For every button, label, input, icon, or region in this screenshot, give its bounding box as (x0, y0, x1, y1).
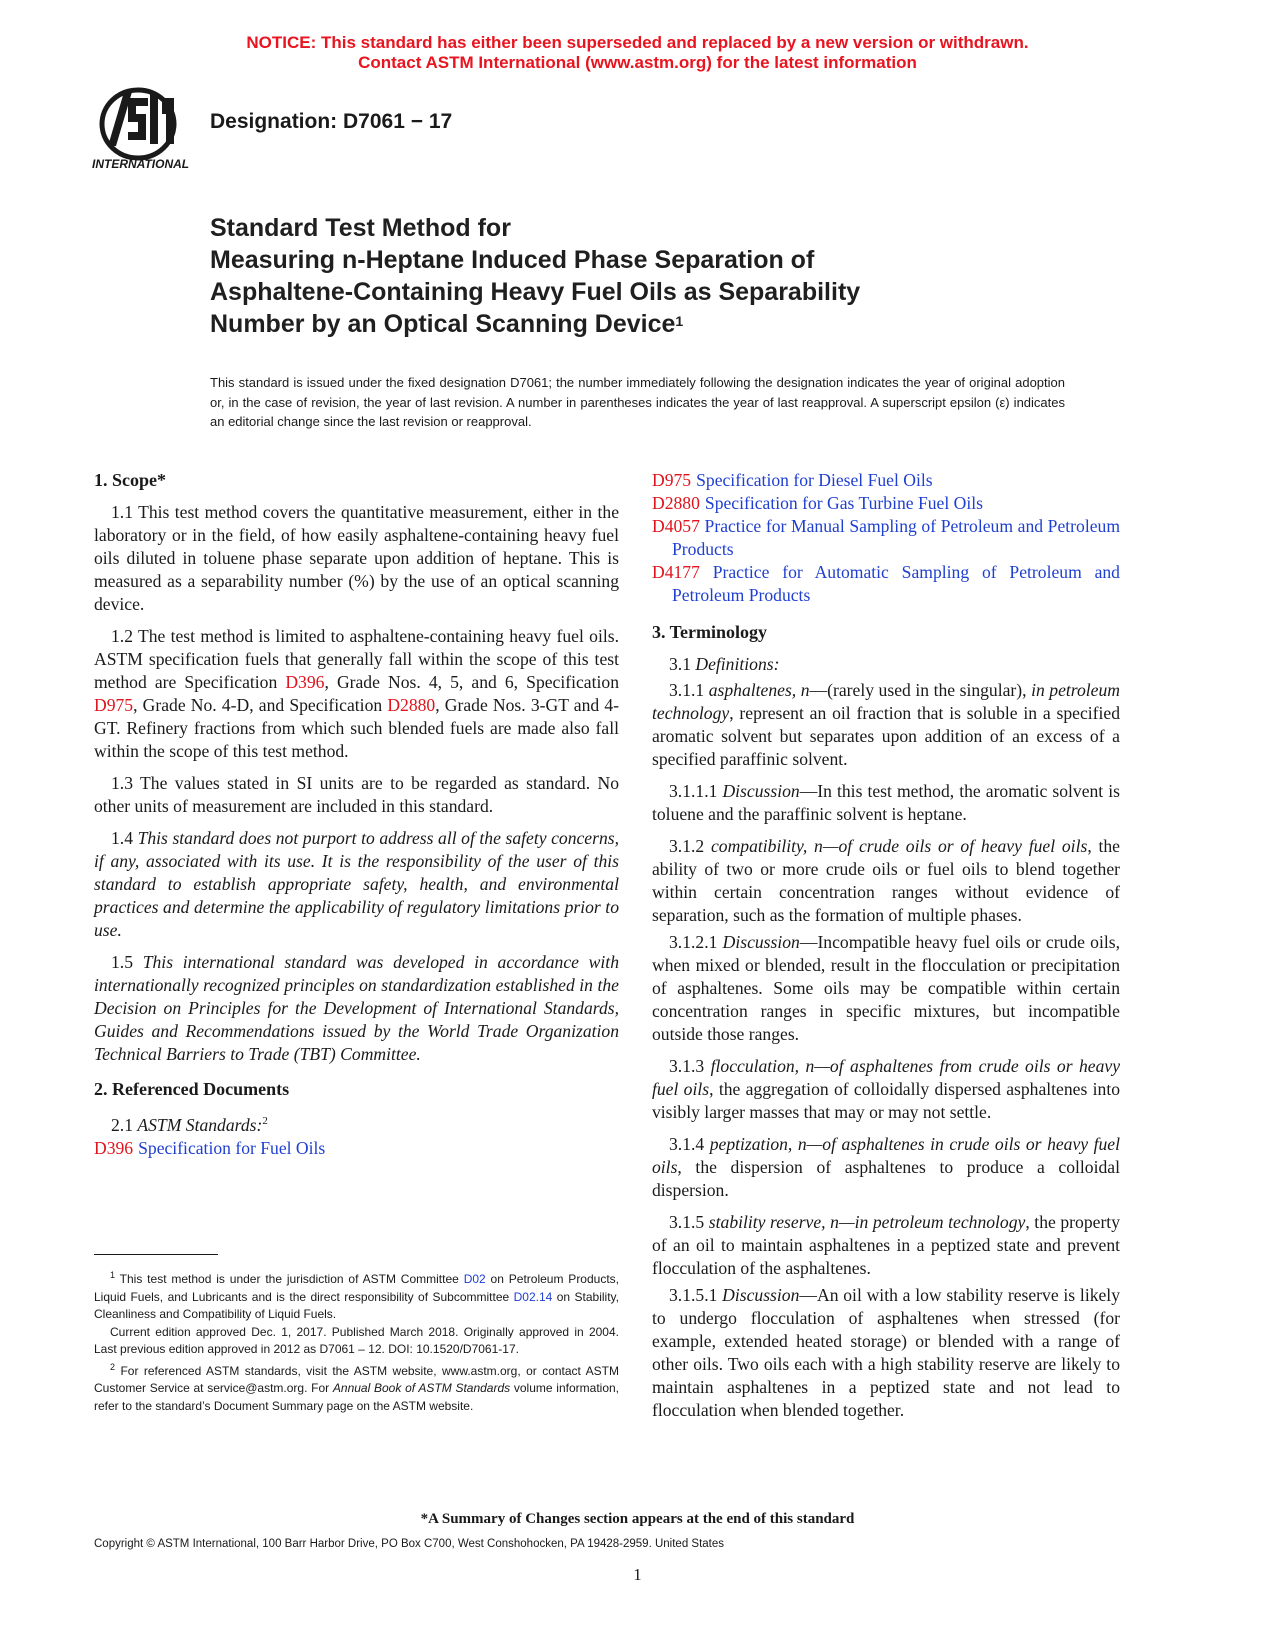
para-1-5-num: 1.5 (111, 952, 143, 972)
page-number: 1 (633, 1565, 642, 1584)
text: —In this test method, the aromatic solvent is toluene and the paraffinic solvent is heptane. (652, 781, 1120, 824)
title-line-4 (210, 308, 1110, 340)
para-3-1-5-1 (652, 1284, 1120, 1422)
term: compatibility, n—of crude oils or of heavy fuel oils (710, 836, 1088, 856)
para-3-1-3 (652, 1055, 1120, 1124)
ref-code[interactable]: D396 (94, 1137, 134, 1158)
term: stability reserve, n—in petroleum technology (708, 1212, 1026, 1232)
text: , the property of an oil to maintain asphaltenes in a peptized state and prevent flocculation of the asphaltenes. (652, 1212, 1120, 1278)
link-d2880[interactable]: D2880 (387, 695, 436, 715)
term: asphaltenes, n (708, 680, 810, 700)
summary-of-changes-note: *A Summary of Changes section appears at the end of this standard (420, 1511, 855, 1527)
para-1-2-text-d: , Grade Nos. 3-GT and 4-GT. Refinery fractions from which such blended fuels are made also fall within the scope of this test method. (94, 695, 620, 761)
para-3-1-1 (652, 679, 1120, 771)
para-1-5 (94, 951, 619, 1066)
terminology-heading: 3. Terminology (652, 622, 768, 642)
para-3-1-2 (652, 835, 1120, 927)
link-d396[interactable]: D396 (285, 672, 325, 692)
para-1-4 (94, 827, 619, 942)
num: 3.1.5.1 (669, 1285, 723, 1305)
text: , the dispersion of asphaltenes to produce a colloidal dispersion. (652, 1157, 1120, 1200)
ref-desc[interactable]: Practice for Manual Sampling of Petroleum and Petroleum Products (672, 516, 1120, 559)
text: This test method is under the jurisdiction of ASTM Committee (115, 1272, 464, 1286)
num: 3.1.1.1 (669, 781, 723, 801)
title-line-1: Standard Test Method for (210, 214, 511, 242)
book-title: Annual Book of ASTM Standards (332, 1381, 511, 1395)
term: flocculation, n—of asphaltenes from crude oils or heavy fuel oils (652, 1056, 1120, 1099)
link-d02[interactable]: D02 (463, 1272, 486, 1286)
ref-desc[interactable]: Specification for Diesel Fuel Oils (696, 470, 933, 490)
para-3-1-1-1 (652, 780, 1120, 826)
text: , represent an oil fraction that is soluble in a specified aromatic solvent but separates upon addition of an excess of a specified paraffinic solvent. (652, 703, 1120, 769)
ref-code[interactable]: D2880 (652, 493, 700, 513)
astm-logo (88, 84, 198, 174)
footnotes (94, 1267, 619, 1415)
ref-code[interactable]: D4057 (652, 516, 700, 536)
notice-line-2: Contact ASTM International (www.astm.org) for the latest information (358, 53, 917, 72)
notice-line-1: NOTICE: This standard has either been superseded and replaced by a new version or withdrawn. (246, 33, 1029, 52)
para-1-4-num: 1.4 (111, 828, 138, 848)
num: 3.1.5 (669, 1212, 709, 1232)
footnote-divider (94, 1254, 218, 1255)
discussion-label: Discussion (722, 1285, 800, 1305)
num: 3.1.2 (669, 836, 711, 856)
footnote-2 (94, 1359, 619, 1416)
link-d02-14[interactable]: D02.14 (513, 1289, 553, 1304)
para-2-1 (94, 1110, 619, 1137)
para-3-1-num: 3.1 (669, 654, 696, 674)
reference-d2880[interactable] (652, 492, 1120, 515)
reference-d4177[interactable] (652, 561, 1120, 607)
para-2-1-text: ASTM Standards: (137, 1114, 263, 1135)
notice-banner (0, 33, 1275, 73)
text: —An oil with a low stability reserve is likely to undergo flocculation of asphaltenes when stressed (for example, extended heated storage) or blended with a range of other oils. Two oils each with a high stability reserve are likely to maintain asphaltenes in a peptized state and not lead to flocculation when blended together. (652, 1285, 1120, 1420)
copyright: Copyright © ASTM International, 100 Barr Harbor Drive, PO Box C700, West Conshohocken, PA 19428-2959. United States (94, 1538, 725, 1550)
para-1-3: 1.3 The values stated in SI units are to be regarded as standard. No other units of measurement are included in this standard. (94, 773, 619, 816)
num: 3.1.1 (669, 680, 709, 700)
text: —Incompatible heavy fuel oils or crude oils, when mixed or blended, result in the flocculation or precipitation of asphaltenes. Some oils may be compatible within certain concentration ranges in specific mixtures, but incompatible outside those ranges. (652, 932, 1121, 1044)
title-line-2: Measuring n-Heptane Induced Phase Separation of (210, 246, 815, 274)
para-1-2-text-a: 1.2 The test method is limited to asphaltene-containing heavy fuel oils. ASTM specification fuels that generally fall within the scope of this test method are Specification (94, 626, 619, 692)
title-footnote-mark[interactable]: 1 (675, 313, 684, 329)
ref-desc[interactable]: Specification for Fuel Oils (138, 1137, 326, 1158)
context: in petroleum technology (652, 680, 1120, 723)
text: , the ability of two or more crude oils or fuel oils to blend together within certain concentration ranges without evidence of separation, such as the formation of multiple phases. (652, 836, 1120, 925)
footnote-mark-2[interactable]: 2 (262, 1115, 268, 1127)
para-2-1-num: 2.1 (111, 1114, 138, 1135)
footnote-1-mark: 1 (110, 1270, 116, 1280)
para-1-2-text-c: , Grade No. 4-D, and Specification (133, 695, 388, 715)
discussion-label: Discussion (722, 781, 800, 801)
num: 3.1.3 (669, 1056, 711, 1076)
issued-note: This standard is issued under the fixed designation D7061; the number immediately following the designation indicates the year of original adoption or, in the case of revision, the year of last revision. A number in parentheses indicates the year of last reapproval. A superscript epsilon (ε) indicates an editorial change since the last revision or reapproval. (210, 375, 1065, 429)
ref-code[interactable]: D975 (652, 470, 692, 490)
para-1-4-text: This standard does not purport to address all of the safety concerns, if any, associated with its use. It is the responsibility of the user of this standard to establish appropriate safety, health, and environmental practices and determine the applicability of regulatory limitations prior to use. (94, 828, 619, 940)
left-column (94, 469, 619, 1160)
text: —(rarely used in the singular), (809, 680, 1032, 700)
ref-code[interactable]: D4177 (652, 562, 700, 582)
reference-d4057[interactable] (652, 515, 1120, 561)
footnote-2-mark: 2 (110, 1361, 116, 1372)
para-3-1 (652, 653, 1120, 676)
para-3-1-2-1 (652, 931, 1120, 1046)
para-3-1-text: Definitions: (695, 654, 780, 674)
ref-desc[interactable]: Specification for Gas Turbine Fuel Oils (704, 493, 983, 513)
para-3-1-4 (652, 1133, 1120, 1202)
text: on Petroleum Products, Liquid Fuels, and Lubricants and is the direct responsibility of Subcommittee (94, 1272, 620, 1304)
reference-d975[interactable] (652, 469, 1120, 492)
referenced-heading: 2. Referenced Documents (94, 1079, 290, 1099)
reference-d396[interactable] (94, 1137, 619, 1160)
para-1-1: 1.1 This test method covers the quantitative measurement, either in the laboratory or in the field, of how easily asphaltene-containing heavy fuel oils diluted in toluene phase separate upon addition of heptane. This is measured as a separability number (%) by the use of an optical scanning device. (94, 502, 619, 614)
link-d975[interactable]: D975 (94, 695, 134, 715)
footnote-1 (94, 1267, 619, 1324)
title-line-3: Asphaltene-Containing Heavy Fuel Oils as Separability (210, 278, 861, 306)
para-3-1-5 (652, 1211, 1120, 1280)
footnote-1-edition: Current edition approved Dec. 1, 2017. Published March 2018. Originally approved in 2004. Last previous edition approved in 2012 as D7061 – 12. DOI: 10.1520/D7061-17. (94, 1324, 619, 1356)
para-1-2 (94, 625, 619, 763)
para-1-5-text: This international standard was developed in accordance with internationally recognized principles on standardization established in the Decision on Principles for the Development of International Standards, Guides and Recommendations issued by the World Trade Organization Technical Barriers to Trade (TBT) Committee. (94, 952, 619, 1064)
text: on Stability, Cleanliness and Compatibility of Liquid Fuels. (94, 1289, 619, 1321)
text: volume information, refer to the standard’s Document Summary page on the ASTM website. (94, 1381, 619, 1413)
discussion-label: Discussion (722, 932, 800, 952)
term: peptization, n—of asphaltenes in crude oils or heavy fuel oils (652, 1134, 1121, 1177)
num: 3.1.4 (669, 1134, 710, 1154)
para-1-2-text-b: , Grade Nos. 4, 5, and 6, Specification (324, 672, 619, 692)
designation: Designation: D7061 − 17 (210, 110, 453, 133)
num: 3.1.2.1 (669, 932, 723, 952)
text: , the aggregation of colloidally dispersed asphaltenes into visibly larger masses that may or may not settle. (652, 1079, 1120, 1122)
ref-desc[interactable]: Practice for Automatic Sampling of Petroleum and Petroleum Products (672, 562, 1120, 605)
scope-heading: 1. Scope* (94, 470, 166, 490)
title-line-4-text: Number by an Optical Scanning Device (210, 310, 676, 338)
logo-text: INTERNATIONAL (92, 157, 190, 171)
right-column (652, 469, 1120, 1422)
text: For referenced ASTM standards, visit the ASTM website, www.astm.org, or contact ASTM Customer Service at service@astm.org. For (94, 1363, 619, 1395)
document-title (210, 212, 1110, 340)
